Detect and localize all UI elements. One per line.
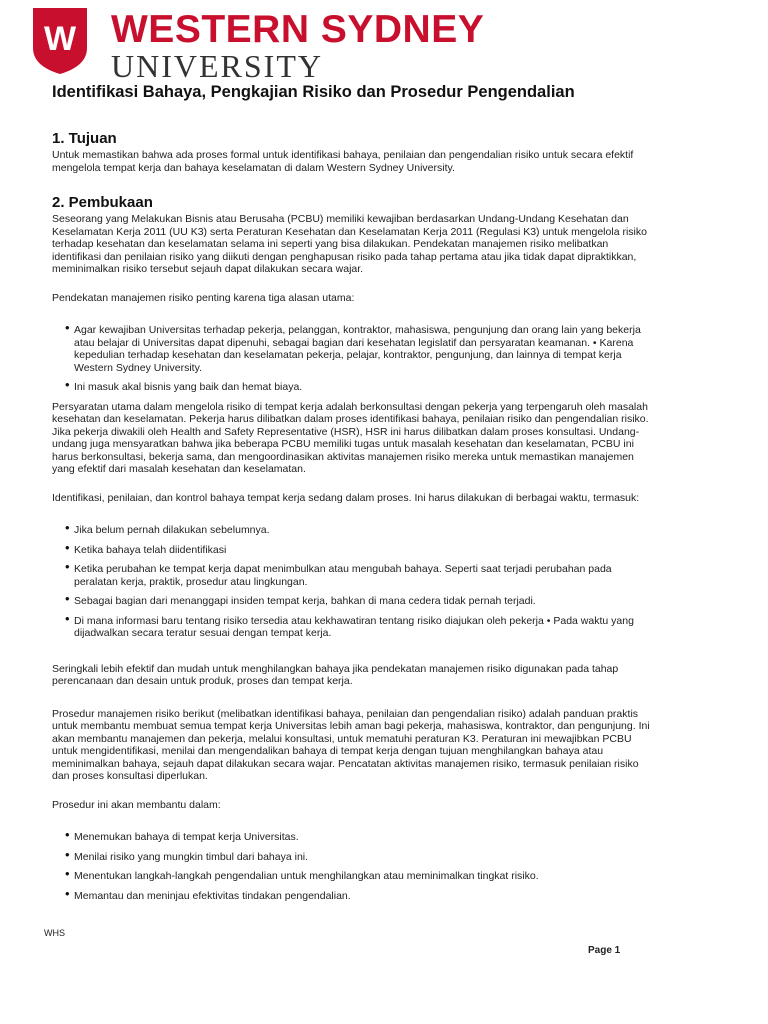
paragraph-pembukaan-5: Seringkali lebih efektif dan mudah untuk menghilangkan bahaya jika pendekatan manajemen risiko digunakan pada tahap perencanaan dan desain untuk produk, proses dan tempat kerja. xyxy=(52,662,619,687)
footer-label: WHS xyxy=(44,928,65,938)
timing-list xyxy=(52,524,652,640)
section-heading-tujuan: 1. Tujuan xyxy=(52,130,117,147)
brand-name-line2: UNIVERSITY xyxy=(111,48,323,84)
procedure-list xyxy=(52,831,652,902)
shield-logo-icon xyxy=(33,8,87,74)
reasons-list xyxy=(52,324,652,394)
paragraph-pembukaan-6: Prosedur manajemen risiko berikut (melibatkan identifikasi bahaya, penilaian dan pengendalian risiko) adalah panduan praktis untuk membantu membuat semua tempat kerja Universitas lebih aman bagi pekerja, mahasiswa, kontraktor, dan pengunjung. Ini akan membantu manajemen dan pekerja, melalui konsultasi, untuk mematuhi peraturan K3. Peraturan ini mewajibkan PCBU untuk mengidentifikasi, menilai dan mengendalikan bahaya di tempat kerja dengan tujuan menghilangkan bahaya atau meminimalkan bahaya, sejauh dapat dilakukan secara wajar. Pencatatan aktivitas manajemen risiko, termasuk penilaian risiko dan proses konsultasi diperlukan. xyxy=(52,707,650,782)
list-item: • Menilai risiko yang mungkin timbul dari bahaya ini. xyxy=(74,851,652,864)
list-item: • Jika belum pernah dilakukan sebelumnya. xyxy=(74,524,652,537)
list-item: • Sebagai bagian dari menanggapi insiden tempat kerja, bahkan di mana cedera tidak pernah terjadi. xyxy=(74,595,652,608)
paragraph-tujuan: Untuk memastikan bahwa ada proses formal untuk identifikasi bahaya, penilaian dan pengendalian risiko untuk secara efektif mengelola tempat kerja dan bahaya keselamatan di dalam Western Sydney University. xyxy=(52,149,634,174)
paragraph-pembukaan-2: Pendekatan manajemen risiko penting karena tiga alasan utama: xyxy=(52,291,355,304)
paragraph-pembukaan-4: Identifikasi, penilaian, dan kontrol bahaya tempat kerja sedang dalam proses. Ini harus dilakukan di berbagai waktu, termasuk: xyxy=(52,491,640,504)
list-item: • Agar kewajiban Universitas terhadap pekerja, pelanggan, kontraktor, mahasiswa, pengunjung dan orang lain yang bekerja atau belajar di Universitas dapat dipenuhi, sebagai bagian dari kesehatan legislatif dan persyaratan keamanan. • Karena kepedulian terhadap kesehatan dan keselamatan pekerja, pelajar, kontraktor, pengunjung, dan lainnya di tempat kerja Western Sydney University. xyxy=(74,324,652,374)
list-item: • Ini masuk akal bisnis yang baik dan hemat biaya. xyxy=(74,381,652,394)
list-item: • Ketika perubahan ke tempat kerja dapat menimbulkan atau mengubah bahaya. Seperti saat terjadi perubahan pada peralatan kerja, praktik, prosedur atau lingkungan. xyxy=(74,563,652,588)
document-title: Identifikasi Bahaya, Pengkajian Risiko dan Prosedur Pengendalian xyxy=(52,83,575,101)
paragraph-pembukaan-7: Prosedur ini akan membantu dalam: xyxy=(52,798,221,811)
brand-name-line1: WESTERN SYDNEY xyxy=(111,8,485,51)
list-item: • Ketika bahaya telah diidentifikasi xyxy=(74,544,652,557)
page-number: Page 1 xyxy=(588,945,621,956)
list-item: • Di mana informasi baru tentang risiko tersedia atau kekhawatiran tentang risiko diajukan oleh pekerja • Pada waktu yang dijadwalkan secara teratur sesuai dengan tempat kerja. xyxy=(74,615,652,640)
university-logo xyxy=(33,8,485,84)
document-body xyxy=(52,83,652,909)
paragraph-pembukaan-3: Persyaratan utama dalam mengelola risiko di tempat kerja adalah berkonsultasi dengan pekerja yang terpengaruh oleh masalah kesehatan dan keselamatan. Pekerja harus dilibatkan dalam proses identifikasi bahaya, penilaian risiko dan pengendalian risiko. Jika pekerja diwakili oleh Health and Safety Representative (HSR), HSR ini harus dilibatkan dalam proses konsultasi. Undang-undang juga mensyaratkan bahwa jika beberapa PCBU memiliki tugas untuk masalah kesehatan dan keselamatan, PCBU ini harus berkonsultasi, bekerja sama, dan mengoordinasikan aktivitas manajemen risiko mereka untuk memastikan manajemen yang efektif dari masalah kesehatan dan keselamatan. xyxy=(52,400,649,475)
paragraph-pembukaan-1: Seseorang yang Melakukan Bisnis atau Berusaha (PCBU) memiliki kewajiban berdasarkan Undang-Undang Kesehatan dan Keselamatan Kerja 2011 (UU K3) serta Peraturan Kesehatan dan Keselamatan Kerja 2011 (Regulasi K3) untuk mengelola risiko terhadap kesehatan dan keselamatan selama ini seperti yang bisa dilakukan. Pendekatan manajemen risiko melibatkan identifikasi dan penilaian risiko yang diikuti dengan penghapusan risiko pada tahap pertama atau jika tidak dapat dipraktikkan, meminimalkan risiko tersebut sejauh dapat dilakukan secara wajar. xyxy=(52,213,647,275)
logo-letter: W xyxy=(43,20,77,58)
list-item: • Menentukan langkah-langkah pengendalian untuk menghilangkan atau meminimalkan tingkat risiko. xyxy=(74,870,652,883)
list-item: • Menemukan bahaya di tempat kerja Universitas. xyxy=(74,831,652,844)
list-item: • Memantau dan meninjau efektivitas tindakan pengendalian. xyxy=(74,890,652,903)
section-heading-pembukaan: 2. Pembukaan xyxy=(52,194,153,211)
